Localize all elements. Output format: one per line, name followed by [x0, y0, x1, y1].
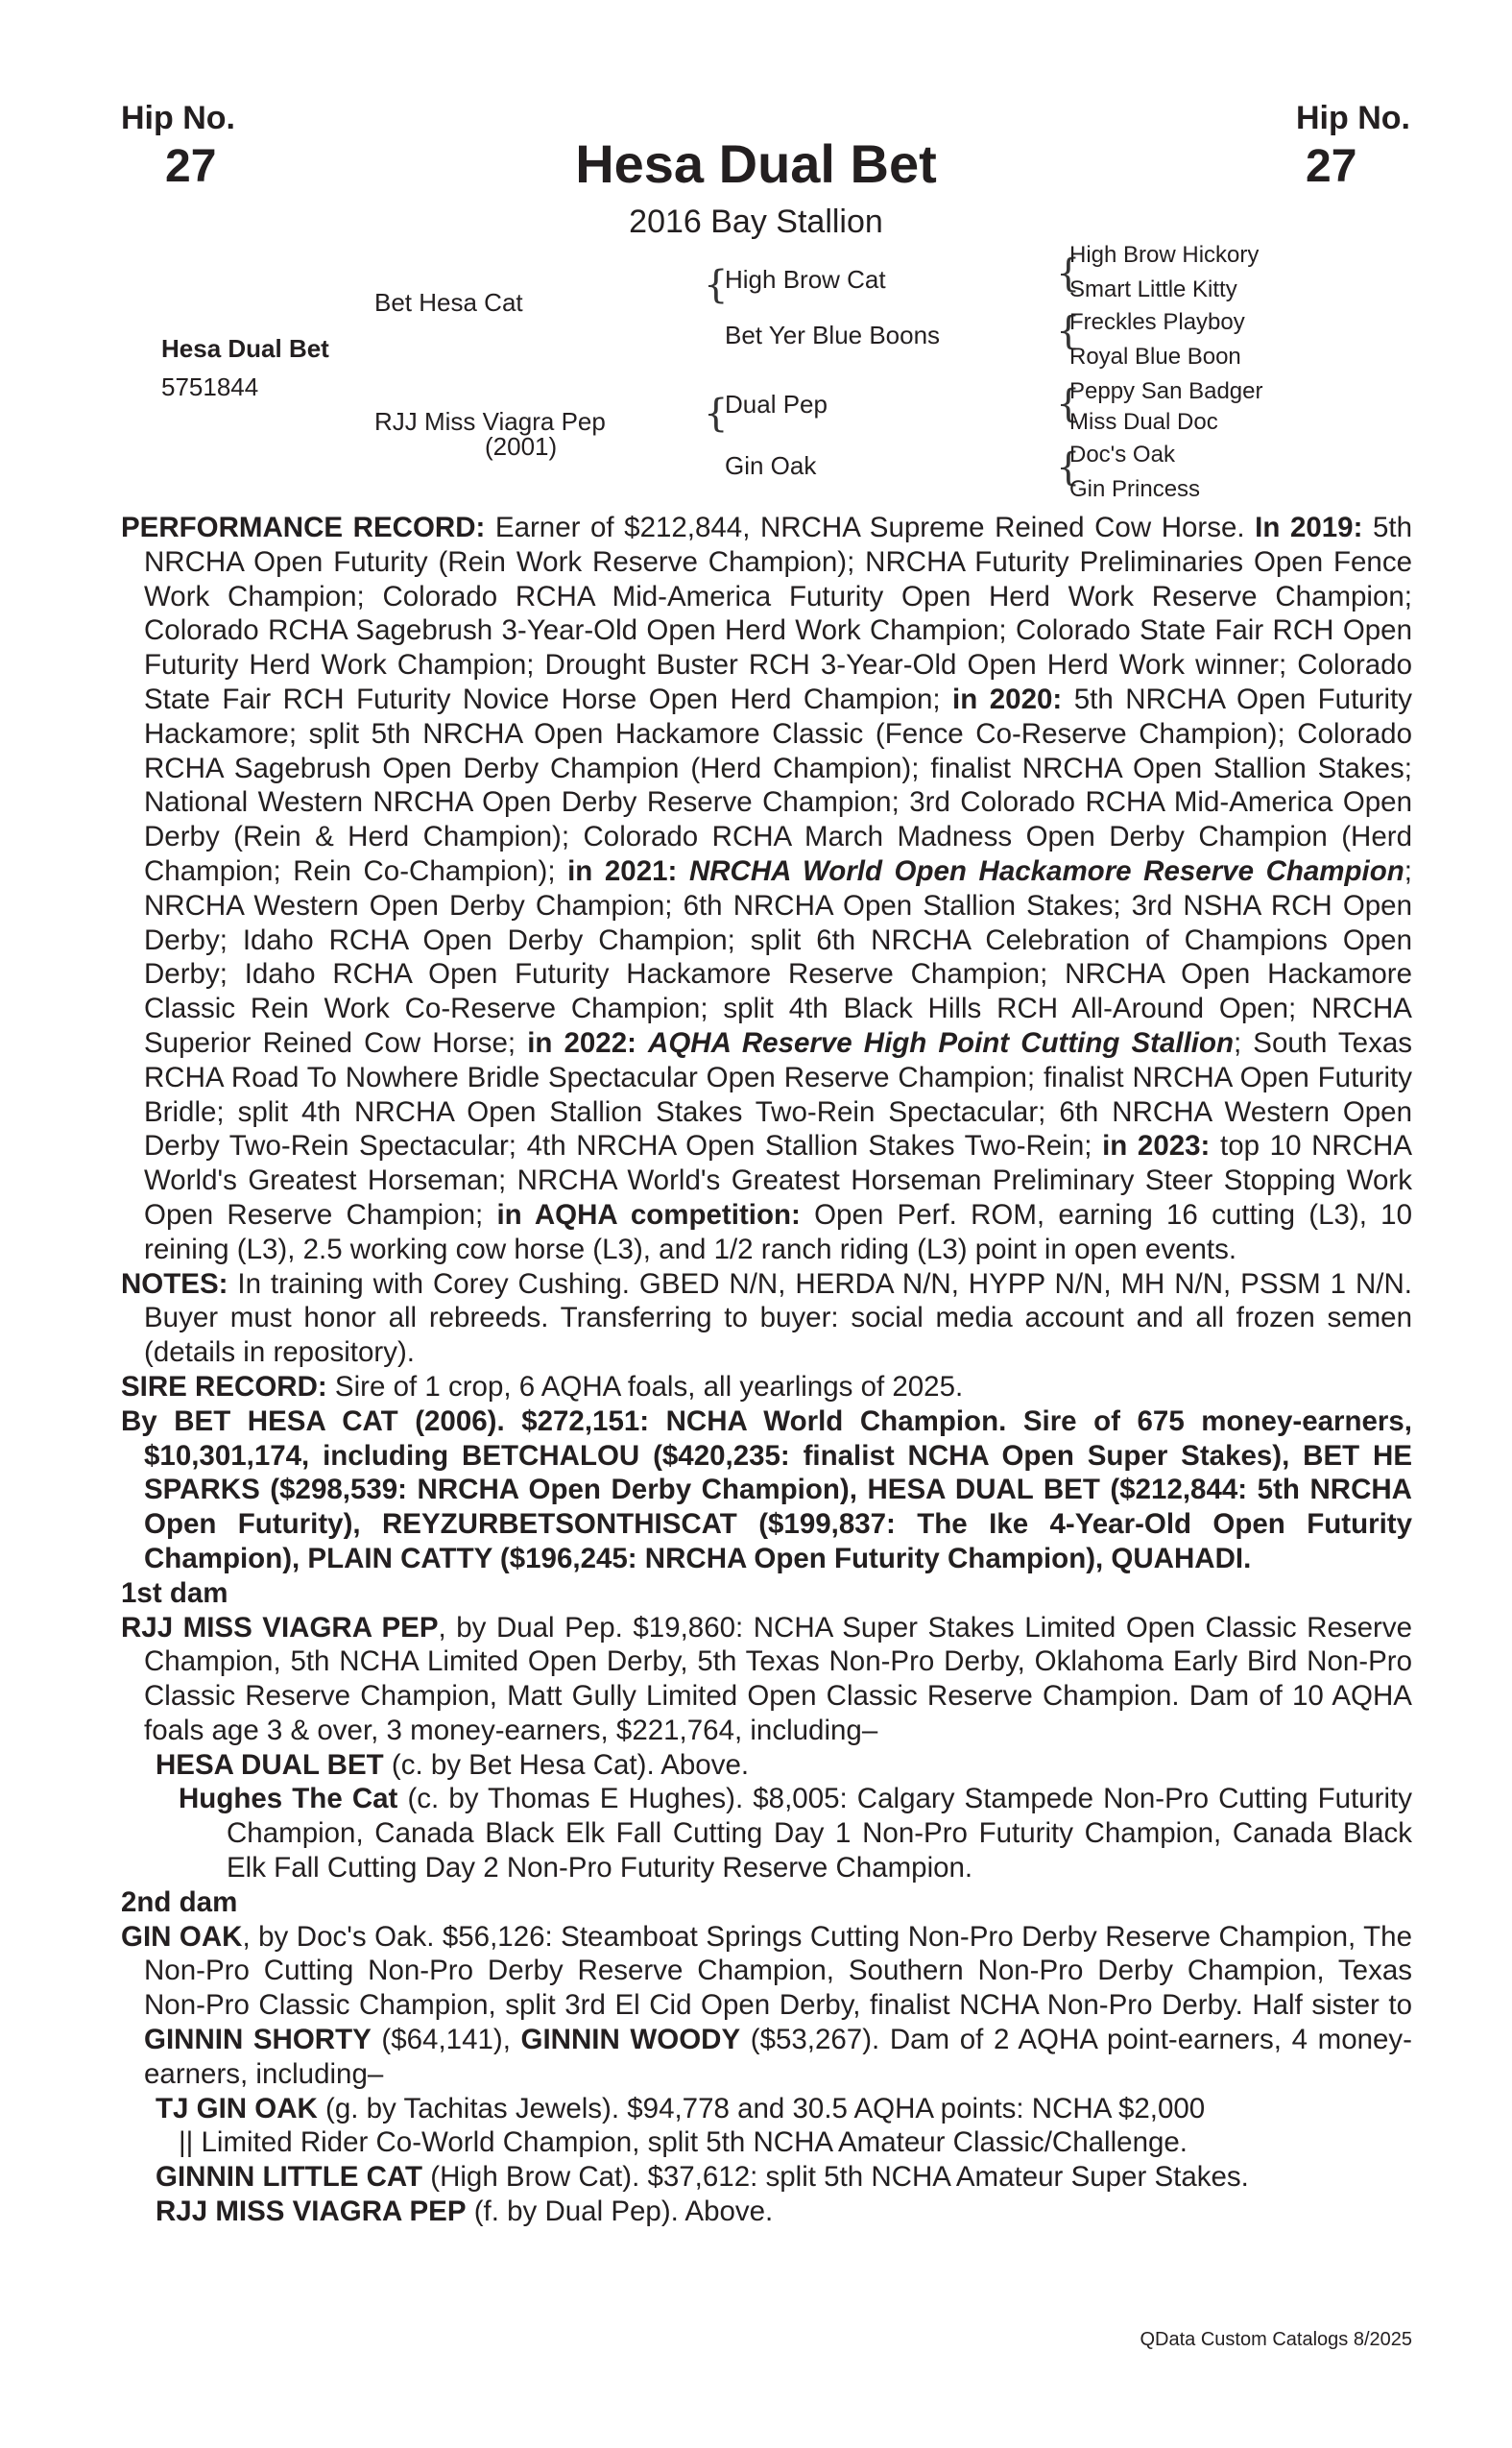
sibling-text: ($64,141),	[371, 2024, 521, 2056]
pedigree-dam-year: (2001)	[485, 432, 558, 461]
sibling-name: GINNIN WOODY	[520, 2024, 741, 2056]
foal-text: (c. by Thomas E Hughes). $8,005: Calgary Stampede Non-Pro Cutting Futurity Champion, Canada Black Elk Fall Cutting Day 1 Non-Pro Futurity Champion, Canada Black Elk Fall Cutting Day 2 Non-Pro Futurity Reserve Champion.	[227, 1783, 1412, 1884]
brace-icon: {	[704, 392, 729, 436]
catalog-body	[121, 511, 1412, 2229]
pedigree-dam-sire: Dual Pep	[725, 390, 828, 419]
dam1-name: RJJ MISS VIAGRA PEP	[121, 1611, 439, 1644]
highlight-2022: AQHA Reserve High Point Cutting Stallion	[648, 1026, 1235, 1059]
performance-text: Open Perf. ROM, earning 16 cutting (L3), 10 reining (L3), 2.5 working cow horse (L3), and 1/2 ranch riding (L3) point in open events.	[144, 1198, 1412, 1265]
foal-name: HESA DUAL BET	[156, 1748, 384, 1781]
sire-record-label: SIRE RECORD:	[121, 1370, 327, 1403]
hip-number-left: 27	[165, 141, 217, 192]
page-title: Hesa Dual Bet	[575, 133, 937, 194]
foal-name: TJ GIN OAK	[156, 2092, 318, 2124]
performance-text: ; South Texas RCHA Road To Nowhere Bridle Spectacular Open Reserve Champion; finalist NRCHA Open Futurity Bridle; split 4th NRCHA Open Stallion Stakes Two-Rein Spectacular; 6th NRCHA Western Open Derby Two-Rein Spectacular; 4th NRCHA Open Stallion Stakes Two-Rein;	[144, 1026, 1412, 1163]
dam2-name: GIN OAK	[121, 1920, 243, 1953]
dam2-foal-1	[121, 2092, 1412, 2161]
aqha-label: in AQHA competition:	[496, 1198, 801, 1231]
foal-name: GINNIN LITTLE CAT	[156, 2161, 423, 2194]
foal-text: (c. by Bet Hesa Cat). Above.	[383, 1748, 750, 1781]
pedigree-subject-name: Hesa Dual Bet	[161, 334, 329, 363]
performance-text: Earner of $212,844, NRCHA Supreme Reined Cow Horse.	[485, 512, 1256, 543]
foal-name: RJJ MISS VIAGRA PEP	[156, 2196, 467, 2228]
dam2-record	[121, 1920, 1412, 2092]
sibling-name: GINNIN SHORTY	[144, 2024, 372, 2056]
pedigree-gg-8: Gin Princess	[1069, 476, 1201, 502]
dam1-record	[121, 1611, 1412, 1748]
notes	[121, 1267, 1412, 1370]
notes-label: NOTES:	[121, 1267, 228, 1300]
brace-icon: {	[1056, 252, 1081, 296]
dam2-heading: 2nd dam	[121, 1885, 238, 1918]
dam1-foal-1	[121, 1748, 1412, 1783]
pedigree-gg-1: High Brow Hickory	[1069, 242, 1260, 268]
year-2019: In 2019:	[1255, 512, 1363, 543]
pedigree-subject-reg: 5751844	[161, 372, 259, 401]
hip-number-right: 27	[1306, 141, 1357, 192]
pedigree-dam-dam: Gin Oak	[725, 451, 817, 480]
hip-label-right: Hip No.	[1296, 100, 1410, 136]
pedigree-sire: Bet Hesa Cat	[374, 288, 523, 317]
dam2-foal-3	[121, 2195, 1412, 2229]
sibling-text: ($53,267). Dam of 2 AQHA point-earners, 4 money-earners, including–	[144, 2024, 1412, 2090]
pedigree-gg-7: Doc's Oak	[1069, 442, 1175, 468]
foal-text: (f. by Dual Pep). Above.	[466, 2196, 774, 2228]
year-2020: in 2020:	[952, 683, 1063, 715]
performance-text: ; NRCHA Western Open Derby Champion; 6th NRCHA Open Stallion Stakes; 3rd NSHA RCH Open Derby; Idaho RCHA Open Derby Champion; split 6th NRCHA Celebration of Champions Open Derby; Idaho RCHA Open Futurity Hackamore Reserve Champion; NRCHA Open Hackamore Classic Rein Work Co-Reserve Champion; split 4th Black Hills RCH All-Around Open; NRCHA Superior Reined Cow Horse;	[144, 854, 1412, 1059]
performance-record	[121, 511, 1412, 1267]
foal-name: Hughes The Cat	[179, 1783, 398, 1815]
foal-mark: ||	[179, 2126, 194, 2159]
pedigree-sire-sire: High Brow Cat	[725, 265, 886, 294]
year-2021: in 2021:	[567, 854, 678, 887]
dam2-text: , by Doc's Oak. $56,126: Steamboat Springs Cutting Non-Pro Derby Reserve Champion, The Non-Pro Cutting Non-Pro Derby Reserve Champion, Southern Non-Pro Derby Champion, Texas Non-Pro Classic Champion, split 3rd El Cid Open Derby, finalist NCHA Non-Pro Derby. Half sister to	[144, 1920, 1412, 2022]
subtitle: 2016 Bay Stallion	[629, 204, 883, 240]
pedigree-gg-6: Miss Dual Doc	[1069, 409, 1218, 435]
brace-icon: {	[1056, 382, 1081, 426]
dam2-foal-2	[121, 2160, 1412, 2195]
spacer-text	[636, 1027, 648, 1059]
hip-label-left: Hip No.	[121, 100, 235, 136]
sire-record	[121, 1370, 1412, 1404]
pedigree-dam: RJJ Miss Viagra Pep	[374, 407, 606, 436]
pedigree-gg-5: Peppy San Badger	[1069, 378, 1263, 404]
notes-text: In training with Corey Cushing. GBED N/N, HERDA N/N, HYPP N/N, MH N/N, PSSM 1 N/N. Buyer must honor all rebreeds. Transferring to buyer: social media account and all frozen semen (details in repository).	[144, 1267, 1412, 1369]
foal-text: (g. by Tachitas Jewels). $94,778 and 30.5 AQHA points: NCHA $2,000	[317, 2092, 1206, 2124]
year-2023: in 2023:	[1102, 1130, 1211, 1163]
sire-record-text: Sire of 1 crop, 6 AQHA foals, all yearlings of 2025.	[326, 1370, 964, 1403]
foal-text: Limited Rider Co-World Champion, split 5th NCHA Amateur Classic/Challenge.	[193, 2126, 1188, 2159]
pedigree-sire-dam: Bet Yer Blue Boons	[725, 321, 941, 349]
pedigree-gg-4: Royal Blue Boon	[1069, 344, 1241, 370]
brace-icon: {	[1056, 309, 1081, 353]
dam1-heading: 1st dam	[121, 1576, 228, 1609]
brace-icon: {	[704, 263, 729, 307]
by-sire: By BET HESA CAT (2006). $272,151: NCHA World Champion. Sire of 675 money-earners, $10,301,174, including BETCHALOU ($420,235: finalist NCHA Open Super Stakes), BET HE SPARKS ($298,539: NRCHA Open Derby Champion), HESA DUAL BET ($212,844: 5th NRCHA Open Futurity), REYZURBETSONTHISCAT ($199,837: The Ike 4-Year-Old Open Futurity Champion), PLAIN CATTY ($196,245: NRCHA Open Futurity Champion), QUAHADI.	[121, 1404, 1412, 1574]
performance-text: top 10 NRCHA World's Greatest Horseman; NRCHA World's Greatest Horseman Preliminary Steer Stopping Work Open Reserve Champion;	[144, 1130, 1413, 1231]
year-2022: in 2022:	[527, 1026, 636, 1059]
pedigree-gg-3: Freckles Playboy	[1069, 309, 1245, 335]
pedigree-gg-2: Smart Little Kitty	[1069, 276, 1237, 302]
dam1-text: , by Dual Pep. $19,860: NCHA Super Stakes Limited Open Classic Reserve Champion, 5th NCHA Limited Open Derby, 5th Texas Non-Pro Derby, Oklahoma Early Bird Non-Pro Classic Reserve Champion, Matt Gully Limited Open Classic Reserve Champion. Dam of 10 AQHA foals age 3 & over, 3 money-earners, $221,764, including–	[144, 1611, 1412, 1746]
footer-credit: QData Custom Catalogs 8/2025	[1140, 2329, 1412, 2350]
performance-label: PERFORMANCE RECORD:	[121, 512, 486, 543]
highlight-2021: NRCHA World Open Hackamore Reserve Champion	[688, 854, 1404, 887]
spacer-text	[677, 855, 689, 887]
brace-icon: {	[1056, 445, 1081, 490]
performance-text: 5th NRCHA Open Futurity Hackamore; split 5th NRCHA Open Hackamore Classic (Fence Co-Reserve Champion); Colorado RCHA Sagebrush Open Derby Champion (Herd Champion); finalist NRCHA Open Stallion Stakes; National Western NRCHA Open Derby Reserve Champion; 3rd Colorado RCHA Mid-America Open Derby (Rein & Herd Champion); Colorado RCHA March Madness Open Derby Champion (Herd Champion; Rein Co-Champion);	[144, 683, 1412, 887]
foal-text: (High Brow Cat). $37,612: split 5th NCHA Amateur Super Stakes.	[422, 2161, 1249, 2194]
performance-text: 5th NRCHA Open Futurity (Rein Work Reserve Champion); NRCHA Futurity Preliminaries Open Fence Work Champion; Colorado RCHA Mid-America Futurity Open Herd Work Reserve Champion; Colorado RCHA Sagebrush 3-Year-Old Open Herd Work Champion; Colorado State Fair RCH Open Futurity Herd Work Champion; Drought Buster RCH 3-Year-Old Open Herd Work winner; Colorado State Fair RCH Futurity Novice Horse Open Herd Champion;	[144, 512, 1412, 715]
dam1-foal-2	[121, 1782, 1412, 1884]
